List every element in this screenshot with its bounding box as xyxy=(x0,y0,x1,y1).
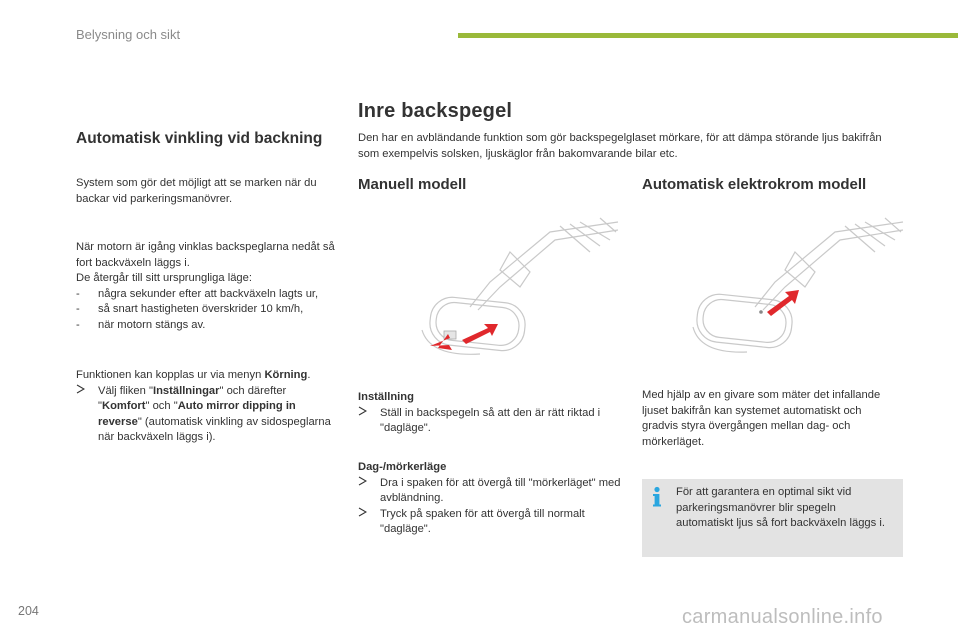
day-night-heading: Dag-/mörkerläge xyxy=(358,461,447,473)
list-item: Ställ in backspegeln så att den är rätt riktad i "dagläge". xyxy=(358,406,624,437)
section-header: Belysning och sikt xyxy=(76,27,181,42)
list-item: Dra i spaken för att övergå till "mörkerläget" med avbländning. xyxy=(358,476,624,507)
dash-bullet: - xyxy=(76,287,80,300)
behaviour-line: När motorn är igång vinklas backspeglarna nedåt så fort backväxeln läggs i. xyxy=(76,241,335,269)
reverse-tilt-description: System som gör det möjligt att se marken när du backar vid parkeringsmanövrer. xyxy=(76,177,317,205)
list-item: Välj fliken "Inställningar" och därefter "Komfort" och "Auto mirror dipping in reverse" (automatisk vinkling av sidospeglarna när backväxeln läggs i). xyxy=(76,384,338,446)
day-night-block xyxy=(358,460,624,538)
list-item: Tryck på spaken för att övergå till normalt "dagläge". xyxy=(358,507,624,538)
reverse-tilt-behaviour xyxy=(76,240,338,333)
arrow-step-icon xyxy=(358,507,367,523)
disable-lead: Funktionen kan kopplas ur via menyn Körning. xyxy=(76,369,311,381)
electrochromic-description: Med hjälp av en givare som mäter det infallande ljuset bakifrån kan systemet automatiskt och gradvis styra övergången mellan dag- och mörkerläget. xyxy=(642,389,881,448)
list-item: - när motorn stängs av. xyxy=(76,318,338,334)
info-text: För att garantera en optimal sikt vid parkeringsmanövrer blir spegeln automatiskt ljus så fort backväxeln läggs i. xyxy=(676,486,885,529)
section-title-reverse-tilt: Automatisk vinkling vid backning xyxy=(76,130,323,147)
disable-instructions xyxy=(76,368,338,446)
arrow-red-icon xyxy=(462,324,498,344)
watermark: carmanualsonline.info xyxy=(682,606,883,628)
section-title-electrochromic: Automatisk elektrokrom modell xyxy=(642,176,867,193)
header-accent-bar xyxy=(458,33,958,38)
behaviour-line: De återgår till sitt ursprungliga läge: xyxy=(76,272,252,284)
arrow-step-icon xyxy=(76,384,85,400)
light-sensor xyxy=(759,310,763,314)
setting-block xyxy=(358,390,624,437)
arrow-step-icon xyxy=(358,406,367,422)
dash-bullet: - xyxy=(76,303,80,315)
page-title: Inre backspegel xyxy=(358,100,513,122)
dash-bullet: - xyxy=(76,318,80,331)
list-item: - några sekunder efter att backväxeln lagts ur, xyxy=(76,287,338,303)
return-conditions-list xyxy=(76,287,338,334)
electrochromic-mirror-illustration xyxy=(685,212,905,362)
list-item: - så snart hastigheten överskrider 10 km/h, xyxy=(76,302,338,318)
info-icon xyxy=(650,486,664,508)
menu-name: Körning xyxy=(264,369,308,381)
manual-mirror-illustration xyxy=(400,212,620,362)
setting-heading: Inställning xyxy=(358,391,414,403)
intro-text: Den har en avbländande funktion som gör backspegelglaset mörkare, för att dämpa störande ljus bakifrån som exempelvis solsken, ljuskäglor från bakomvarande bilar etc. xyxy=(358,132,882,160)
arrow-step-icon xyxy=(358,476,367,492)
section-title-manual: Manuell modell xyxy=(358,176,467,193)
page-number: 204 xyxy=(18,604,39,618)
arrow-red-icon xyxy=(430,334,452,350)
